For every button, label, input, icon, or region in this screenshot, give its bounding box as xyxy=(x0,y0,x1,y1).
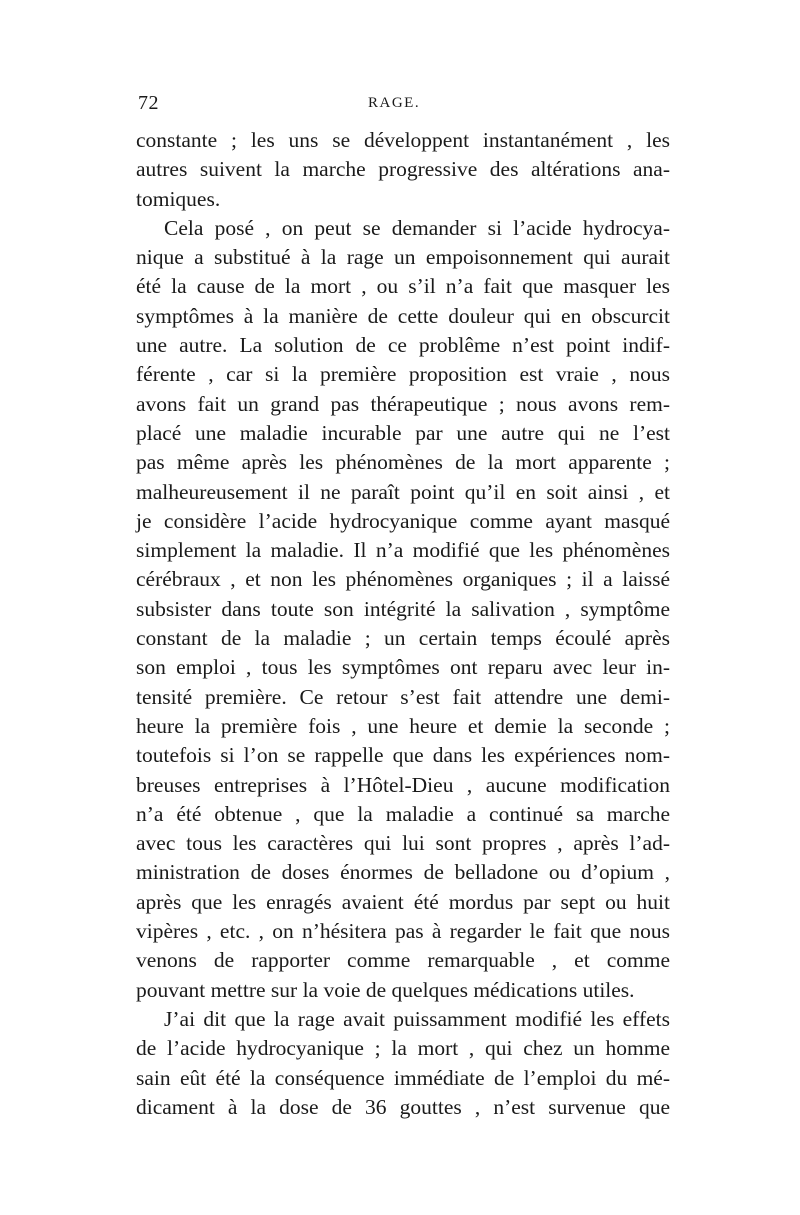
text-line: je considère l’acide hydrocyanique comme ayant masqué xyxy=(136,508,670,533)
text-line: avec tous les caractères qui lui sont propres , après l’ad- xyxy=(136,831,670,856)
text-line: simplement la maladie. Il n’a modifié que les phénomènes xyxy=(136,538,670,563)
text-line: venons de rapporter comme remarquable , et comme xyxy=(136,948,670,973)
text-line: symptômes à la manière de cette douleur qui en obscurcit xyxy=(136,303,670,328)
text-line: tensité première. Ce retour s’est fait attendre une demi- xyxy=(136,684,670,709)
text-line: férente , car si la première proposition est vraie , nous xyxy=(136,362,670,387)
text-line: été la cause de la mort , ou s’il n’a fait que masquer les xyxy=(136,274,670,299)
text-line: avons fait un grand pas thérapeutique ; nous avons rem- xyxy=(136,391,670,416)
text-line: n’a été obtenue , que la maladie a continué sa marche xyxy=(136,801,670,826)
text-line: son emploi , tous les symptômes ont reparu avec leur in- xyxy=(136,655,670,680)
text-line: tomiques. xyxy=(136,186,221,211)
text-line: autres suivent la marche progressive des altérations ana- xyxy=(136,157,670,182)
text-line: toutefois si l’on se rappelle que dans les expériences nom- xyxy=(136,743,670,768)
body-text xyxy=(136,126,670,1122)
text-line: constant de la maladie ; un certain temps écoulé après xyxy=(136,626,670,651)
text-line: heure la première fois , une heure et demie la seconde ; xyxy=(136,713,670,738)
text-line: de l’acide hydrocyanique ; la mort , qui chez un homme xyxy=(136,1036,670,1061)
text-line: nique a substitué à la rage un empoisonnement qui aurait xyxy=(136,245,670,270)
text-line: cérébraux , et non les phénomènes organiques ; il a laissé xyxy=(136,567,670,592)
text-line: Cela posé , on peut se demander si l’acide hydrocya- xyxy=(164,215,670,240)
text-line: constante ; les uns se développent instantanément , les xyxy=(136,128,670,152)
text-line: vipères , etc. , on n’hésitera pas à regarder le fait que nous xyxy=(136,919,670,944)
text-line: sain eût été la conséquence immédiate de l’emploi du mé- xyxy=(136,1065,670,1090)
text-line: malheureusement il ne paraît point qu’il en soit ainsi , et xyxy=(136,479,670,504)
text-line: une autre. La solution de ce problême n’est point indif- xyxy=(136,333,670,358)
text-line: pouvant mettre sur la voie de quelques médications utiles. xyxy=(136,977,635,1002)
text-line: subsister dans toute son intégrité la salivation , symptôme xyxy=(136,596,670,621)
text-line: breuses entreprises à l’Hôtel-Dieu , aucune modification xyxy=(136,772,670,797)
text-line: ministration de doses énormes de belladone ou d’opium , xyxy=(136,860,670,885)
text-line: après que les enragés avaient été mordus par sept ou huit xyxy=(136,889,670,914)
text-line: J’ai dit que la rage avait puissamment modifié les effets xyxy=(164,1006,670,1031)
text-line: placé une maladie incurable par une autre qui ne l’est xyxy=(136,420,670,445)
text-line: pas même après les phénomènes de la mort apparente ; xyxy=(136,450,670,475)
page-number: 72 xyxy=(138,92,159,114)
page-header xyxy=(138,92,668,116)
running-head: RAGE. xyxy=(368,95,421,111)
text-line: dicament à la dose de 36 gouttes , n’est survenue que xyxy=(136,1094,670,1119)
